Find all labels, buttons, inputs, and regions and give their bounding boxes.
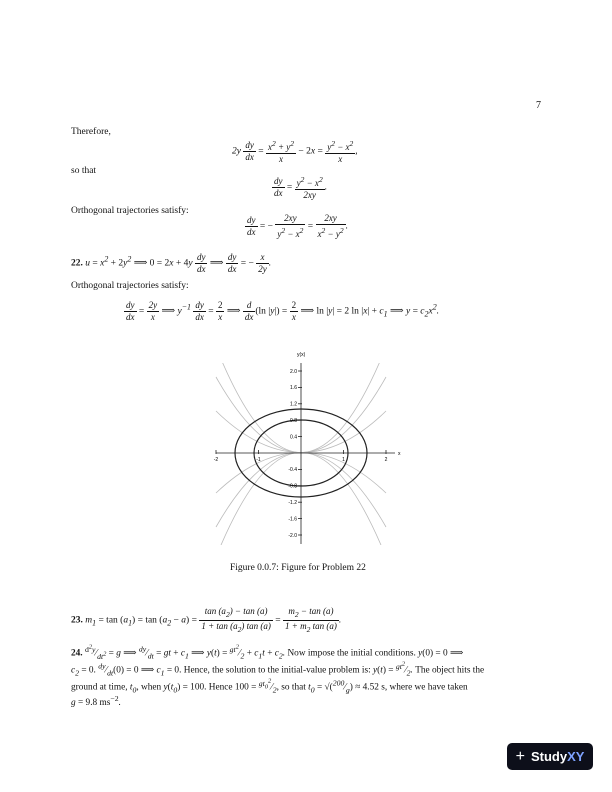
p24-text-f: Hence <box>208 682 233 693</box>
p24-text-a: Now impose the initial conditions. <box>287 648 416 659</box>
page-number: 7 <box>536 100 541 111</box>
y-tick-label: -1.6 <box>288 516 297 523</box>
y-tick-label: 1.2 <box>290 401 297 408</box>
plus-icon: + <box>515 747 525 765</box>
p24-text-d: ground at time, <box>71 682 128 693</box>
equation-4: $\frac{dy}{dx}$ = $\frac{2y}{x}$ ⟹ $y^{-1}$ $\frac{dy}{dx}$ = $\frac{2}{x}$ ⟹ $\frac{d}{dx}$ (ln |y|) = $\frac{2}{x}$ ⟹ ln |y| = 2 $\ln |x| + c_1$ ⟹ $y = c_2x^2$. <box>126 300 440 322</box>
x-tick-label: 1 <box>342 457 345 463</box>
equation-3: $\frac{dy}{dx}$ = − $\frac{2xy}{y^2 - x^2}$ = $\frac{2xy}{x^2 - y^2}$ . <box>247 213 348 239</box>
problem-23-eq: 23. $m_1 = \tan (a_1) = \tan (a_2 - a)$ = $\frac{\tan (a_2) - \tan (a)}{1 + \tan (a_2) \tan (a)}$ = $\frac{m_2 - \tan (a)}{1 + m_2 \tan (a)}$ . <box>71 606 342 634</box>
x-axis-label: x <box>398 451 401 457</box>
x-tick-label: -1 <box>256 457 261 463</box>
y-tick-label: -2.0 <box>288 532 297 539</box>
y-axis-label: y(x) <box>297 352 306 358</box>
y-tick-label: -0.8 <box>288 483 297 490</box>
y-tick-label: -0.4 <box>288 467 297 474</box>
y-tick-label: -1.2 <box>288 500 297 506</box>
text-therefore: Therefore, <box>71 127 111 137</box>
problem-24-line-4: g = 9.8 $ms^{-2}$. <box>71 694 121 709</box>
p24-text-g: so that <box>281 682 306 693</box>
text-orth-2: Orthogonal trajectories satisfy: <box>71 281 189 291</box>
text-orth-1: Orthogonal trajectories satisfy: <box>71 206 189 216</box>
equation-2: $\frac{dy}{dx}$ = $\frac{y^2 - x^2}{2xy}$ . <box>274 175 328 200</box>
equation-1: 2y $\frac{dy}{dx}$ = $\frac{x^2 + y^2}{x}$ − 2x = $\frac{y^2 - x^2}{x}$ , <box>232 139 358 164</box>
x-tick-label: -2 <box>213 457 219 463</box>
text-so-that: so that <box>71 166 97 176</box>
p24-text-h: s, where we have taken <box>381 682 468 693</box>
problem-24-line-1: 24. $^{d^2y}⁄_{dt^2} = g$ ⟹ $^{dy}⁄_{dt}$ = gt + $c_1$ ⟹ $y(t) = ^{gt^2}⁄_2 + c_1t + c_2$. Now impose the initial conditions. y(0) = 0 ⟹ <box>71 643 464 661</box>
y-tick-label: 0.8 <box>290 418 297 424</box>
y-tick-label: 2.0 <box>290 368 297 375</box>
p24-text-b: Hence, the solution to the initial-value problem is: <box>183 665 371 676</box>
p24-text-e: when <box>141 682 162 693</box>
figure-22 <box>205 348 405 548</box>
problem-24-line-3: ground at time, $t_0$, when $y(t_0) = 100$. Hence $100 = ^{gt_0^2}⁄_2$, so that $t_0$ = $√(^{200}⁄_g) \approx 4.52$ s, where we have taken <box>71 677 468 695</box>
badge-brand: StudyXY <box>530 749 585 764</box>
figure-caption: Figure 0.0.7: Figure for Problem 22 <box>230 563 366 573</box>
studyxy-badge[interactable] <box>507 743 593 770</box>
problem-24-line-2: $c_2 = 0$. $^{dy}⁄_{dt}(0) = 0$ ⟹ $c_1 = 0$. Hence, the solution to the initial-value problem is: $y(t) = ^{gt^2}⁄_2$. The object hits the <box>71 660 485 678</box>
problem-22-eq: 22. $u = x^2 + 2y^2$ ⟹ 0 = 2x + 4y $\frac{dy}{dx}$ ⟹ $\frac{dy}{dx}$ = − $\frac{x}{2y}$ . <box>71 252 272 274</box>
p24-text-c: The object hits the <box>415 665 485 676</box>
x-tick-label: 2 <box>384 457 388 463</box>
y-tick-label: 0.4 <box>290 434 297 441</box>
y-tick-label: 1.6 <box>290 385 297 392</box>
